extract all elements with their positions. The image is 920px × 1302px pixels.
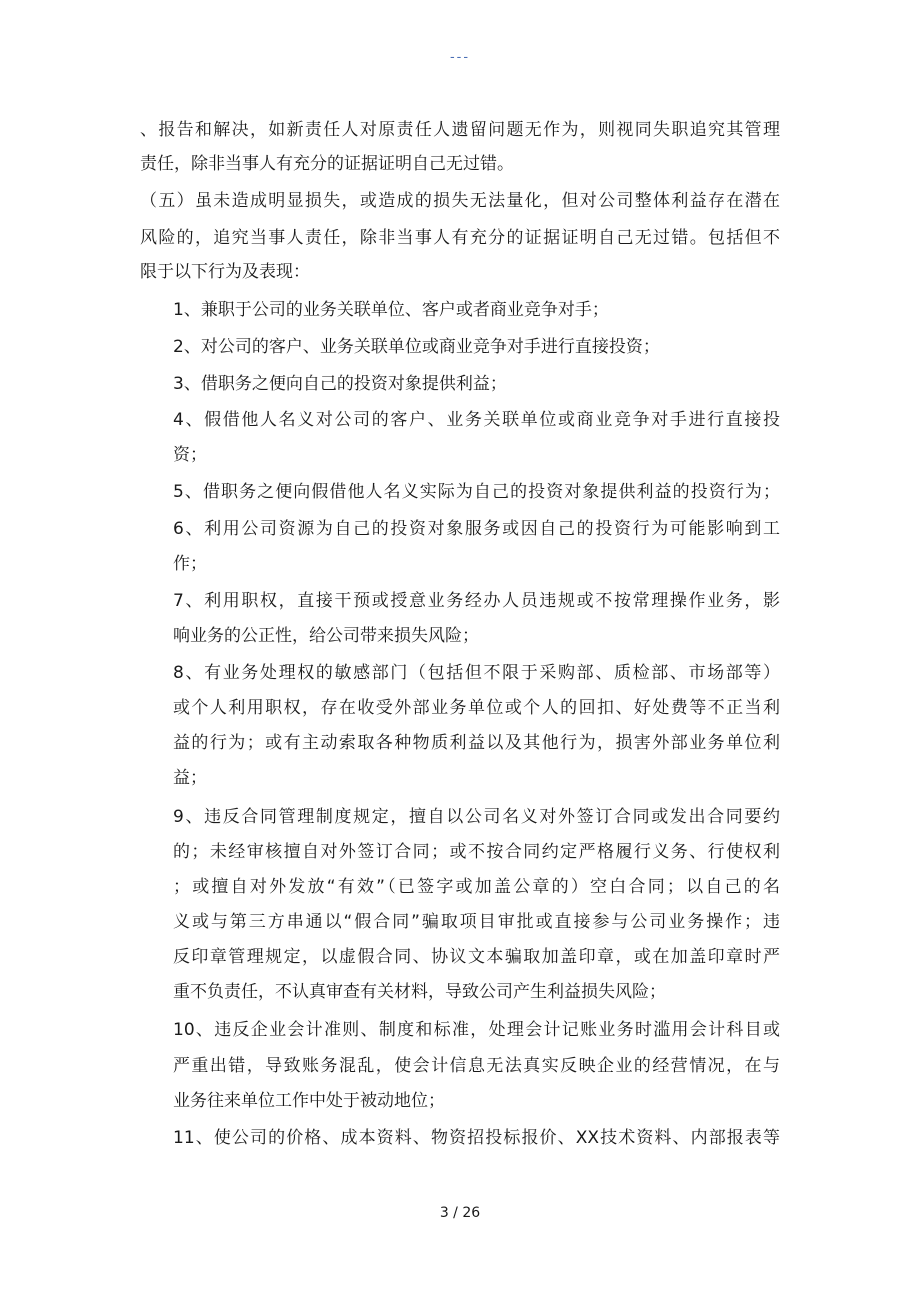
text-line: 响业务的公正性，给公司带来损失风险； bbox=[173, 626, 479, 646]
list-item: 6、利用公司资源为自己的投资对象服务或因自己的投资行为可能影响到工 bbox=[173, 519, 780, 539]
text-line: 作； bbox=[173, 554, 207, 574]
text-line: 义或与第三方串通以“假合同”骗取项目审批或直接参与公司业务操作；违 bbox=[173, 912, 780, 932]
text-line: （五）虽未造成明显损失，或造成的损失无法量化，但对公司整体利益存在潜在 bbox=[140, 191, 780, 211]
page-header-mark: --- bbox=[449, 50, 471, 65]
text-line: 反印章管理规定，以虚假合同、协议文本骗取加盖印章，或在加盖印章时严 bbox=[173, 947, 780, 967]
list-item: 5、借职务之便向假借他人名义实际为自己的投资对象提供利益的投资行为； bbox=[173, 482, 780, 502]
list-item: 4、假借他人名义对公司的客户、业务关联单位或商业竞争对手进行直接投 bbox=[173, 410, 780, 430]
list-item: 7、利用职权，直接干预或授意业务经办人员违规或不按常理操作业务，影 bbox=[173, 591, 780, 611]
list-item: 11、使公司的价格、成本资料、物资招投标报价、XX技术资料、内部报表等 bbox=[173, 1128, 780, 1148]
text-line: 风险的，追究当事人责任，除非当事人有充分的证据证明自己无过错。包括但不 bbox=[140, 228, 780, 248]
text-line: 益的行为；或有主动索取各种物质利益以及其他行为，损害外部业务单位利 bbox=[173, 733, 780, 753]
text-line: 的；未经审核擅自对外签订合同；或不按合同约定严格履行义务、行使权利 bbox=[173, 842, 780, 862]
text-line: 严重出错，导致账务混乱，使会计信息无法真实反映企业的经营情况，在与 bbox=[173, 1056, 780, 1076]
text-line: 重不负责任，不认真审查有关材料，导致公司产生利益损失风险； bbox=[173, 982, 666, 1002]
text-line: 资； bbox=[173, 445, 207, 465]
text-line: 限于以下行为及表现： bbox=[140, 262, 310, 282]
list-item: 9、违反合同管理制度规定，擅自以公司名义对外签订合同或发出合同要约 bbox=[173, 807, 780, 827]
text-line: 、报告和解决，如新责任人对原责任人遗留问题无作为，则视同失职追究其管理 bbox=[140, 120, 780, 140]
list-item: 10、违反企业会计准则、制度和标准，处理会计记账业务时滥用会计科目或 bbox=[173, 1020, 780, 1040]
text-line: 业务往来单位工作中处于被动地位； bbox=[173, 1091, 445, 1111]
list-item: 3、借职务之便向自己的投资对象提供利益； bbox=[173, 374, 507, 394]
list-item: 2、对公司的客户、业务关联单位或商业竞争对手进行直接投资； bbox=[173, 337, 660, 357]
text-line: ；或擅自对外发放“有效”（已签字或加盖公章的）空白合同；以自己的名 bbox=[173, 877, 780, 897]
text-line: 益； bbox=[173, 768, 207, 788]
text-line: 责任，除非当事人有充分的证据证明自己无过错。 bbox=[140, 154, 514, 174]
list-item: 8、有业务处理权的敏感部门（包括但不限于采购部、质检部、市场部等） bbox=[173, 663, 780, 683]
text-line: 或个人利用职权，存在收受外部业务单位或个人的回扣、好处费等不正当利 bbox=[173, 698, 780, 718]
list-item: 1、兼职于公司的业务关联单位、客户或者商业竞争对手； bbox=[173, 300, 609, 320]
page-number: 3 / 26 bbox=[439, 1205, 481, 1221]
